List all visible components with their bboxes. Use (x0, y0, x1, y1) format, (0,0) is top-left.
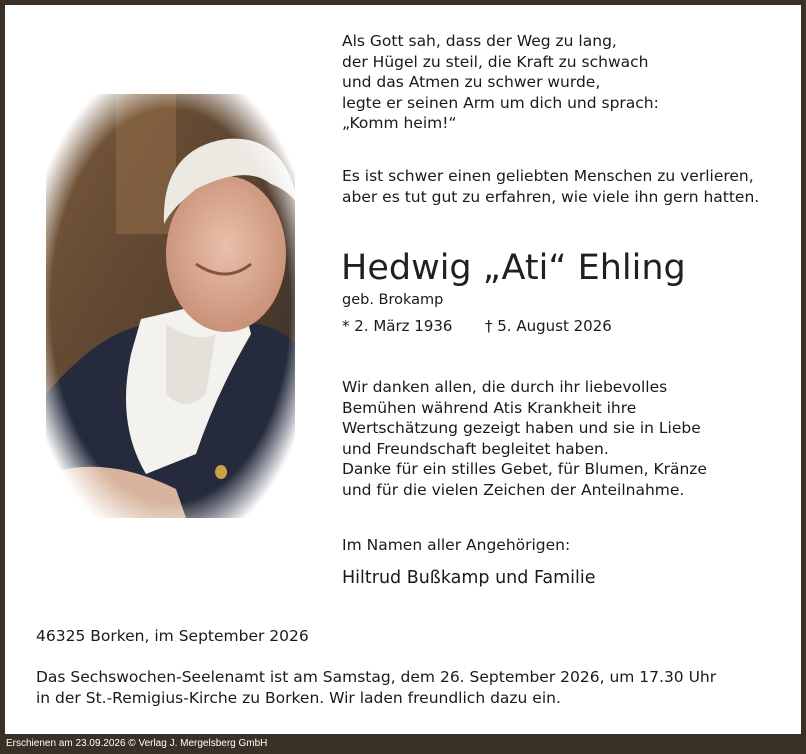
poem-line: „Komm heim!“ (342, 114, 457, 132)
birth-date: * 2. März 1936 (342, 317, 453, 335)
poem-line: legte er seinen Arm um dich und sprach: (342, 93, 659, 112)
service-line: Das Sechswochen-Seelenamt ist am Samstag, dem 26. September 2026, um 17.30 Uhr (36, 668, 717, 686)
poem-line: Als Gott sah, dass der Weg zu lang, (342, 32, 617, 50)
quote-line: Es ist schwer einen geliebten Menschen zu verlieren, (342, 167, 754, 185)
thanks-line: Wertschätzung gezeigt haben und sie in Liebe (342, 419, 701, 437)
place-date: 46325 Borken, im September 2026 (36, 627, 309, 645)
thanks-line: Wir danken allen, die durch ihr liebevolles (342, 378, 668, 396)
portrait-photo (46, 94, 295, 518)
service-line: in der St.-Remigius-Kirche zu Borken. Wir laden freundlich dazu ein. (36, 688, 561, 707)
poem (342, 31, 659, 134)
mourner-family: Hiltrud Bußkamp und Familie (342, 568, 596, 588)
deceased-name: Hedwig „Ati“ Ehling (341, 248, 686, 288)
thanks-line: und für die vielen Zeichen der Anteilnahme. (342, 480, 685, 499)
quote (342, 166, 759, 207)
poem-line: der Hügel zu steil, die Kraft zu schwach (342, 52, 649, 71)
thanks-line: und Freundschaft begleitet haben. (342, 439, 609, 458)
thanks-line: Bemühen während Atis Krankheit ihre (342, 398, 637, 417)
quote-line: aber es tut gut zu erfahren, wie viele ihn gern hatten. (342, 187, 760, 206)
publication-footer: Erschienen am 23.09.2026 © Verlag J. Mergelsberg GmbH (0, 734, 806, 754)
thanks-line: Danke für ein stilles Gebet, für Blumen, Kränze (342, 460, 707, 478)
poem-line: und das Atmen zu schwer wurde, (342, 73, 601, 91)
life-dates (342, 316, 612, 336)
service-announcement (36, 667, 716, 708)
death-date: † 5. August 2026 (485, 317, 612, 335)
thanks-text (342, 377, 707, 500)
on-behalf-intro: Im Namen aller Angehörigen: (342, 536, 571, 554)
birth-name: geb. Brokamp (342, 292, 444, 308)
